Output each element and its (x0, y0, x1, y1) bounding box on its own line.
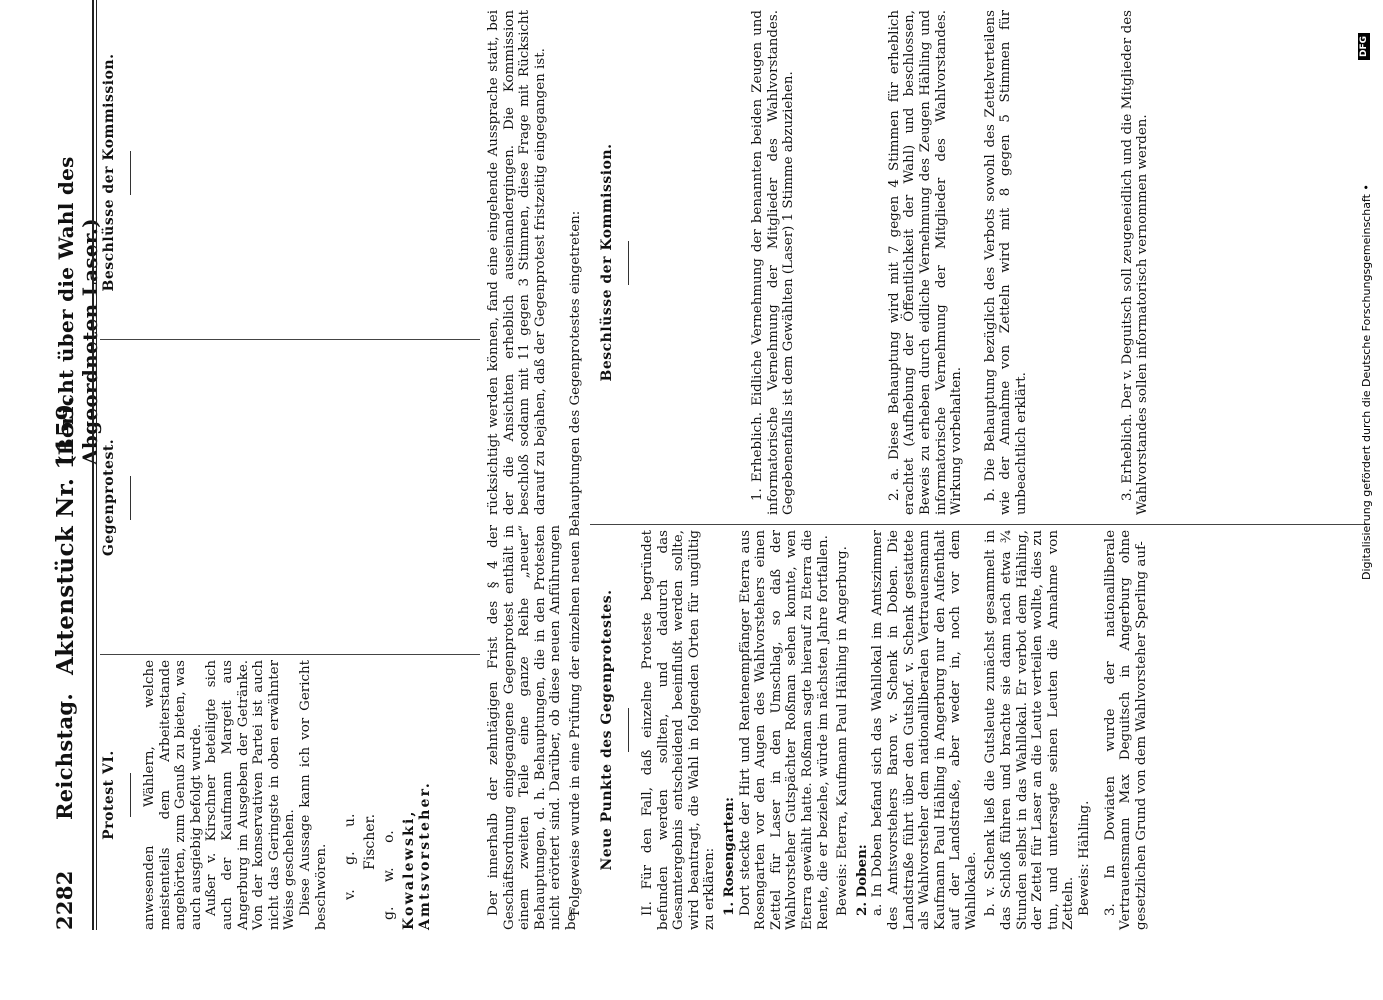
header-rule-thin (96, 0, 97, 930)
column-divider-3 (590, 524, 1370, 525)
title-underline (130, 476, 131, 520)
protest-intro: anwesenden Wählern, welche meistenteils dem Arbeiterstande angehörten, zum Genuß zu bieten, was auch ausgiebig befolgt wurde. (142, 660, 204, 930)
neue-punkte-title: Neue Punkte des Gegenprotestes. (599, 589, 615, 871)
point-II: II. Für den Fall, daß einzelne Proteste begründet befunden werden sollten, und dadurch das Gesamtergebnis entscheidend beeinflußt werden sollte, wird beantragt, die Wahl in folgenden Orten für ungültig zu erklären: (640, 530, 718, 930)
page-number: 2282 (52, 870, 77, 930)
doben-b: b. v. Schenk ließ die Gutsleute zunächst gesammelt in das Schloß führen und brachte sie dann nach etwa ¾ Stunden selbst in das Wahllokal. Er verbot dem Hähling, der Zettel für Laser an die Leute verteilen wollte, dies zu tun, und untersagte seinen Leuten die Annahme von Zetteln. (983, 530, 1077, 930)
dfg-credit: Digitalisierung gefördert durch die Deutsche Forschungsgemeinschaft • (1360, 184, 1373, 580)
signature-fischer: Fischer. (361, 813, 378, 870)
header-rule (92, 0, 94, 930)
protest-paragraph: Außer v. Kirschner beteiligte sich auch der Kaufmann Margeit aus Angerburg im Ausgeben der Getränke. Von der konservativen Partei ist auch nicht das Geringste in oben erwähnter Weise geschehen. (204, 660, 298, 930)
running-title-aktenstueck: Aktenstück Nr. 1159. (52, 395, 79, 675)
dowiaten-text: 3. In Dowiaten wurde der nationalliberale Vertrauensmann Max Deguitsch in Angerburg ohne gesetzlichen Grund von dem Wahlvorsteher Sperling auf- (1102, 530, 1149, 930)
beschluss-2b: b. Die Behauptung bezüglich des Verbots sowohl des Zettelverteilens wie der Annahme von Zetteln wird mit 8 gegen 5 Stimmen für unbeachtlich erklärt. (982, 10, 1029, 515)
neue-punkte-body (640, 530, 1149, 930)
beschluss-1: 1. Erheblich. Eidliche Vernehmung der benannten beiden Zeugen und informatorische Vernehmung der Mitglieder des Wahlvorstandes. Gegebenenfalls ist dem Gewählten (Laser) 1 Stimme abzuziehen. (750, 10, 797, 515)
beschluesse-title-2: Beschlüsse der Kommission. (599, 143, 615, 382)
beschluss-3: 3. Erheblich. Der v. Deguitsch soll zeugeneidlich und die Mitglieder des Wahlvorstandes sollen informatorisch vernommen werden. (1119, 10, 1151, 515)
title-underline (628, 708, 629, 752)
signature-kowalewski: Kowalewski, Amtsvorsteher. (400, 781, 433, 930)
title-underline (130, 773, 131, 817)
beschluesse-body (640, 10, 1151, 515)
doben-a: a. In Doben befand sich das Wahllokal im Amtszimmer des Amtsvorstehers Baron v. Schenk in Doben. Die Landstraße führt über den Gutshof. v. Schenk gestattete als Wahlvorsteher dem nationalliberalen Vertrauensmann Kaufmann Paul Hähling in Angerburg nur den Aufenthalt auf der Landstraße, aber weder in, noch vor dem Wahllokale. (870, 530, 979, 930)
rosengarten-heading: 1. Rosengarten: (720, 797, 737, 916)
dfg-logo: DFG (1358, 33, 1370, 60)
protest-title: Protest VI. (101, 750, 117, 840)
beweis-rosengarten: Beweis: Eterra, Kaufmann Paul Hähling in Angerburg. (835, 546, 851, 916)
title-underline (130, 151, 131, 195)
protest-paragraph: Diese Aussage kann ich vor Gericht beschwören. (297, 660, 329, 930)
doben-heading: 2. Doben: (853, 844, 870, 916)
rosengarten-text: Dort steckte der Hirt und Rentenempfänger Eterra aus Rosengarten vor den Augen des Wahlvorstehers einen Zettel für Laser in den Umschlag, so daß der Wahlvorsteher Gutspächter Roßman sehen konnte, wen Eterra gewählt hatte. Roßman sagte hierauf zu Eterra die Rente, die er beziehe, würde im nächsten Jahre fortfallen. (737, 530, 831, 930)
gegenprotest-title: Gegenprotest. (101, 438, 117, 557)
title-underline (628, 241, 629, 285)
beweis-doben: Beweis: Hähling. (1077, 800, 1093, 916)
beschluss-2a: 2. a. Diese Behauptung wird mit 7 gegen 4 Stimmen für erheblich erachtet (Aufhebung der Öffentlichkeit der Wahl) und beschlossen, Beweis zu erheben durch eidliche Vernehmung des Zeugen Hähling und informatorische Vernehmung der Mitglieder des Wahlvorstandes. Wirkung vorbehalten. (886, 10, 965, 515)
protest-continuation (142, 660, 433, 930)
signature-vgu: v. g. u. (342, 813, 359, 900)
signature-gwo: g. w. o. (381, 830, 398, 920)
column-divider-1 (100, 654, 480, 655)
gegenprotest-paragraph: Der innerhalb der zehntägigen Frist des § 4 der Geschäftsordnung eingegangene Gegenprotest enthält in einem zweiten Teile eine ganze Reihe „neuer“ Behauptungen, d. h. Behauptungen, die in den Protesten nicht erörtert sind. Darüber, ob diese neuen Anführungen be- (486, 525, 579, 930)
kommission-paragraph: rücksichtigt werden können, fand eine eingehende Aussprache statt, bei der die Ansichten erheblich auseinandergingen. Die Kommission beschloß sodann mit 11 gegen 3 Stimmen, diese Frage mit Rücksicht darauf zu bejahen, daß der Gegenprotest fristzeitig eingegangen ist. (486, 10, 548, 515)
beschluesse-title: Beschlüsse der Kommission. (101, 53, 117, 292)
column-divider-2 (100, 339, 480, 340)
running-title-reichstag: Reichstag. (52, 693, 77, 820)
page-header (52, 0, 102, 930)
running-title-bericht: (Bericht über die Wahl des Abgeordneten Laser.) (54, 156, 102, 465)
folgeweise-paragraph: Folgeweise wurde in eine Prüfung der einzelnen neuen Behauptungen des Gegenprotestes eingetreten: (568, 210, 583, 916)
